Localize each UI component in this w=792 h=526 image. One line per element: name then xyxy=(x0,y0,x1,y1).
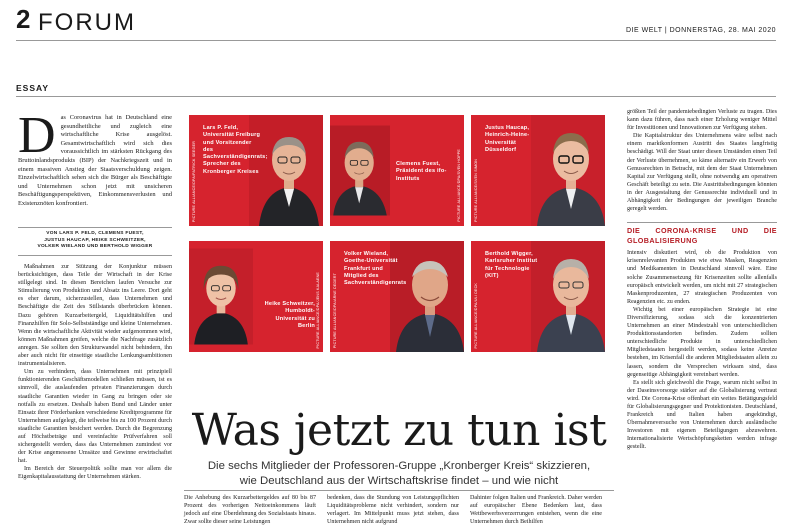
header-divider xyxy=(16,40,776,41)
byline-top-rule xyxy=(18,227,172,228)
author-photo-grid xyxy=(189,115,605,352)
page-number: 2 xyxy=(16,4,31,34)
byline-line: VOLKER WIELAND UND BERTHOLD WIGGER xyxy=(37,244,153,250)
article-headline: Was jetzt zu tun ist xyxy=(191,405,607,456)
author-portrait-tile xyxy=(471,115,605,226)
photo-credit: PICTURE ALLIANCE/DPA/PATRICK SEEGER xyxy=(192,140,196,222)
author-portrait-tile xyxy=(471,241,605,352)
right-body-column xyxy=(627,108,777,519)
body-paragraph: Maßnahmen zur Stützung der Konjunktur müssen berücksichtigen, dass Teile der Wirtschaft in der Krise stillgelegt sind. In diesen Bereichen laufen Versuche zur Stimulierung von Produktion und Absatz ins Leere. Dort geht es eher darum, sicherzustellen, dass Unternehmen und Beschäftigte die Zeit des Stillstands überbrücken können. Dazu gehören Kurzarbeitergeld, Liquiditätshilfen und Finanzhilfen für Solo-Selbstständige und kleine Unternehmen. Wenn die wirtschaftliche Aktivität wieder aufgenommen wird, können Maßnahmen greifen, welche die Nachfrage zusätzlich anregen. Sie sollten den Strukturwandel nicht behindern, ihn aber auch nicht für einseitige staatliche Lenkungsambitionen instrumentalisieren. xyxy=(18,264,172,368)
essay-divider xyxy=(16,96,776,97)
body-paragraph: Dahinter folgen Italien und Frankreich. Daher werden auf europäischer Ebene Bedenken laut, dass Wettbewerbsverzerrungen entstehen, wenn die eine Unternehmen durch Beihilfen xyxy=(470,495,602,526)
portrait-caption: Lars P. Feld, Universität Freiburg und Vorsitzender des Sachverständigenrats; Sprecher des Kronberger Kreises xyxy=(203,125,268,175)
author-byline xyxy=(18,231,172,251)
portrait-caption: Volker Wieland, Goethe-Universität Frankfurt und Mitglied des Sachverständigenrats xyxy=(344,251,407,287)
article-intro xyxy=(18,107,172,224)
byline-line: VON LARS P. FELD, CLEMENS FUEST, xyxy=(46,231,144,236)
drop-cap: D xyxy=(18,107,56,164)
photo-credit: PICTURE ALLIANCE/DPA/JENS KALAENE xyxy=(316,271,320,348)
author-portrait-tile xyxy=(330,241,464,352)
body-paragraph: Wichtig bei einer europäischen Strategie ist eine Diversifizierung, sodass sich die konzentrierten Unternehmen an einer Mindestzahl von unterschiedlichen Produktionsstandorten befinden. Zudem sollten unterschiedliche Produkte in unterschiedlichen Mitgliedstaaten hergestellt werden, sodass keine Anreize bestehen, im Krisenfall die anderen Mitgliedstaaten allein zu lassen, sondern die Versprechen wirksam sind, dass gegenseitige Abhängigkeit vereinbart werden. xyxy=(627,306,777,378)
portrait-caption: Berthold Wigger, Karlsruher Institut für Technologie (KIT) xyxy=(485,251,538,279)
photo-credit: PICTURE ALLIANCE/SVEN SIMON xyxy=(474,159,478,222)
portrait-caption: Justus Haucap, Heinrich-Heine-Universität Düsseldorf xyxy=(485,125,530,153)
byline-line: JUSTUS HAUCAP, HEIKE SCHWEITZER, xyxy=(44,237,146,243)
photo-credit: PICTURE ALLIANCE/DPA/ARNE DEDERT xyxy=(333,272,337,348)
body-paragraph: Um zu verhindern, dass Unternehmen mit prinzipiell funktionierenden Geschäftsmodellen schließen müssen, ist es sinnvoll, die auslaufenden privaten Finanzierungen durch staatliche Garantien wieder in Gang zu bringen oder sie notfalls zu ersetzen. Deshalb haben Bund und Länder unter Einsatz ihrer Förderbanken verschiedene Kreditprogramme für Unternehmen aufgelegt, die teilweise bis zu 100 Prozent durch staatliche Garantien besichert werden. Durch die Begrenzung auf Höchstbeträge und vereinfachte Prüfverfahren soll sichergestellt werden, dass das Unternehmen zumindest vor der Krise angemessene Umsätze und Gewinne erwirtschaftet hat. xyxy=(18,369,172,465)
byline-bottom-rule xyxy=(18,255,172,256)
body-paragraph: Intensiv diskutiert wird, ob die Produktion von krisenrelevanten Produkten wie etwa Masken, Reagenzien und Medikamenten in Deutschland sinnvoll wäre. Eine solche Zusammensetzung für Krisenzeiten sollte allenfalls europäisch entwickelt werden, um nicht mit 27 strategischen Maskenproduzenten, 27 strategischen Produzenten von Reagenzien etc. zu enden. xyxy=(627,250,777,305)
photo-credit: PICTURE ALLIANCE/DPA/ULI DECK xyxy=(474,282,478,348)
portrait-caption: Heike Schweitzer, Humboldt-Universität zu Berlin xyxy=(264,301,315,329)
bottom-body-column xyxy=(184,494,316,526)
body-paragraph: größten Teil der pandemiebedingten Verluste zu tragen. Dies kann dazu führen, dass nach einer Erholung weniger Mittel für Investitionen und Innovationen zur Verfügung stehen. xyxy=(627,109,777,132)
section-title: FORUM xyxy=(38,9,136,36)
issue-info: DIE WELT | DONNERSTAG, 28. MAI 2020 xyxy=(625,27,776,34)
portrait-photo xyxy=(330,115,390,226)
body-paragraph: Die Anhebung des Kurzarbeitergeldes auf 80 bis 87 Prozent des vorherigen Nettoeinkommens läuft jedoch auf eine Überdehnung des Sozialstaats hinaus. Zwar sollte dieser seine Leistungen xyxy=(184,495,316,526)
portrait-photo xyxy=(189,241,253,352)
body-paragraph: Im Bereich der Steuerpolitik sollte man vor allem die Eigenkapitalausstattung der Unternehmen stärken. xyxy=(18,466,172,481)
article-subheadline xyxy=(184,459,614,488)
author-portrait-tile xyxy=(189,115,323,226)
essay-label: ESSAY xyxy=(16,83,50,93)
subheadline-line: wie Deutschland aus der Wirtschaftskrise findet – und wie nicht xyxy=(239,474,559,487)
subheadline-line: Die sechs Mitglieder der Professoren-Gruppe „Kronberger Kreis“ skizzieren, xyxy=(207,460,591,472)
intro-text: as Coronavirus hat in Deutschland eine gesundheitliche und zugleich eine wirtschaftliche Krise ausgelöst. Gesamtwirtschaftlich wird sich dies voraussichtlich im stärksten Rückgang des Bruttoinlandsprodukts (BIP) der Nachkriegszeit und in einem massiven Anstieg der Staatsverschuldung zeigen. Einzelwirtschaftlich sehen sich die Bürger als Beschäftigte und Unternehmen schon jetzt mit unsicheren Beschäftigungsperspektiven, Einkommensverlusten und Existenznöten konfrontiert. xyxy=(18,114,172,207)
author-portrait-tile xyxy=(189,241,323,352)
body-paragraph: Es stellt sich gleichwohl die Frage, warum nicht selbst in der Daseinsvorsorge stärker auf die Globalisierung vertraut wird. Die Corona-Krise offenbart ein weites Betätigungsfeld für Globalisierungsgegner und Protektionisten. Deutschland, Frankreich und Italien haben angekündigt, Übernahmeversuche von Unternehmen durch ausländische Investoren mit eigenen Beteiligungen abzuwehren. Internationalisierte Wertschöpfungsketten werden infrage gestellt. xyxy=(627,379,777,451)
section-subheading: DIE CORONA-KRISE UND DIE GLOBALISIERUNG xyxy=(627,222,777,246)
body-paragraph: Die Kapitalstruktur des Unternehmens wäre selbst nach einem marktkonformen Austritt des Staates langfristig beschädigt. Will der Staat unter diesen Umständen einen Teil der Verluste übernehmen, so käme alternativ ein Erwerb von Genussrechten in Betracht, mit dem der Staat Unternehmen Kapital zur Verfügung stellt, ohne notwendig am operativen Geschäft beteiligt zu sein. Die Austrittsbedingungen könnten in der Ausgestaltung der Genussrechte individuell und in Abhängigkeit der Bedingungen der jeweiligen Branche geregelt werden. xyxy=(627,133,777,213)
bottom-body-column xyxy=(327,494,459,526)
bottom-body-column xyxy=(470,494,602,526)
left-body-column xyxy=(18,263,172,519)
headline-divider xyxy=(184,490,614,491)
body-paragraph: bedenken, dass die Stundung von Leistungspflichten Liquiditätsprobleme nicht verhindert, sondern nur verlagert. Im Mittelpunkt muss jetzt stehen, dass Unternehmen nicht aufgrund xyxy=(327,495,459,526)
author-portrait-tile xyxy=(330,115,464,226)
photo-credit: PICTURE ALLIANCE/DPA/SVEN HOPPE xyxy=(457,149,461,222)
portrait-caption: Clemens Fuest, Präsident des ifo-Instituts xyxy=(396,161,447,182)
